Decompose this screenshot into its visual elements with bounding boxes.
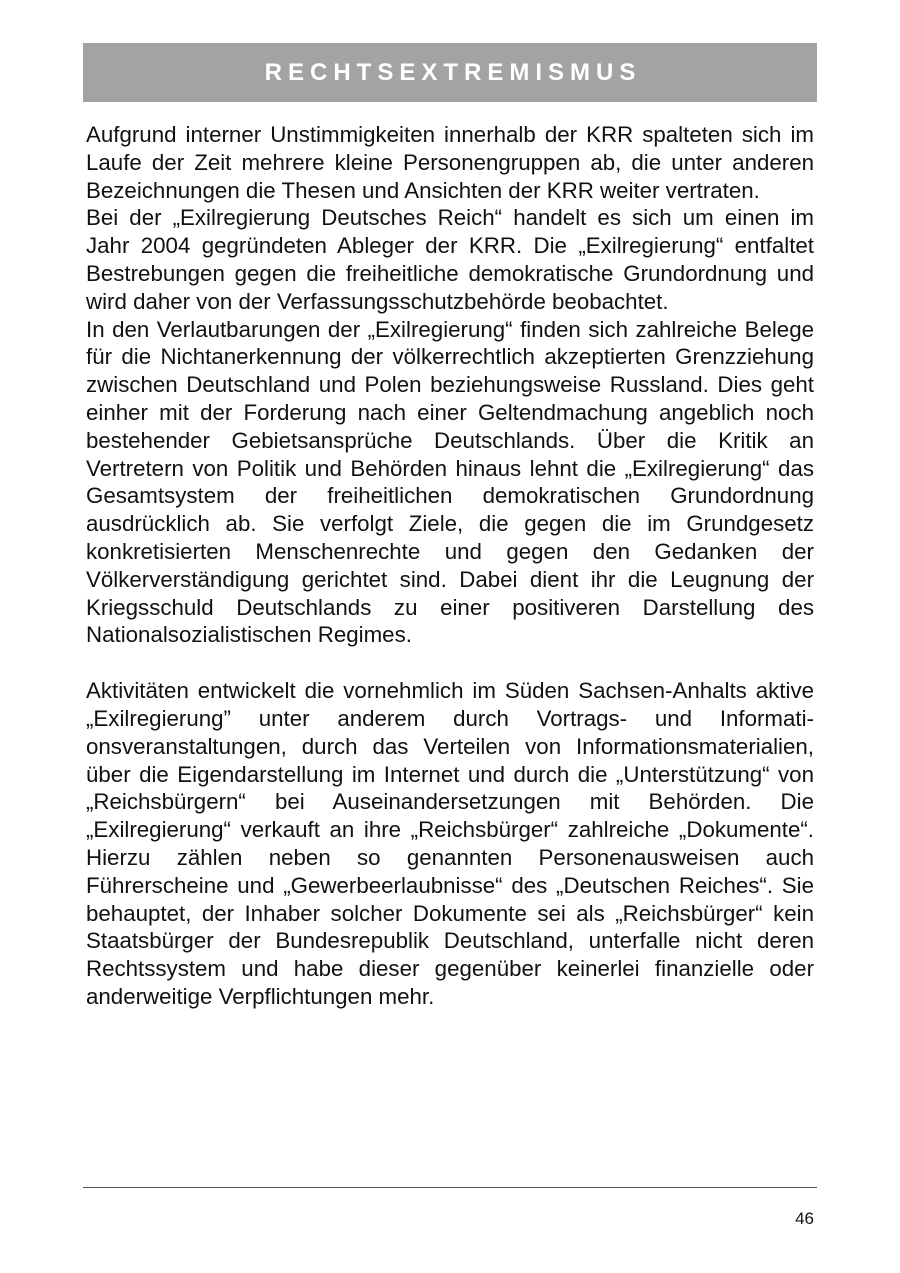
section-title: RECHTSEXTREMISMUS <box>264 58 642 86</box>
paragraph-4: Aktivitäten entwickelt die vornehmlich im Süden Sachsen-Anhalts aktive „Exilregierung” unter anderem durch Vortrags- und Informationsveranstaltungen, durch das Verteilen von Informationsmaterialien, über die Eigendarstellung im Internet und durch die „Unterstützung“ von „Reichsbürgern“ bei Auseinandersetzungen mit Behörden. Die „Exilregierung“ verkauft an ihre „Reichsbürger“ zahlreiche „Dokumente“. Hierzu zählen neben so genannten Personenausweisen auch Führerscheine und „Gewerbeerlaubnisse“ des „Deutschen Reiches“. Sie behauptet, der Inhaber solcher Dokumente sei als „Reichsbürger“ kein Staatsbürger der Bundesrepublik Deutschland, unterfalle nicht deren Rechtssystem und habe dieser gegenüber keinerlei finanzielle oder anderweitige Verpflichtungen mehr. <box>86 678 814 1009</box>
footer-divider <box>83 1187 817 1188</box>
paragraph-1: Aufgrund interner Unstimmigkeiten innerhalb der KRR spalteten sich im Laufe der Zeit mehrere kleine Personengruppen ab, die unter anderen Bezeichnungen die Thesen und Ansichten der KRR weiter vertraten. <box>86 122 814 203</box>
page-number: 46 <box>795 1209 814 1228</box>
section-header-bar <box>83 43 817 102</box>
body-text <box>86 121 814 1011</box>
paragraph-3: In den Verlautbarungen der „Exilregierung“ finden sich zahlreiche Belege für die Nichtanerkennung der völkerrechtlich akzeptierten Grenzziehung zwischen Deutschland und Polen beziehungsweise Russland. Dies geht einher mit der Forderung nach einer Geltendmachung angeblich noch bestehender Gebietsansprüche Deutschlands. Über die Kritik an Vertretern von Politik und Behörden hinaus lehnt die „Exilregierung“ das Gesamtsystem der freiheitlichen demokratischen Grundordnung ausdrücklich ab. Sie verfolgt Ziele, die gegen die im Grundgesetz konkretisierten Menschenrechte und gegen den Gedanken der Völkerverständigung gerichtet sind. Dabei dient ihr die Leugnung der Kriegsschuld Deutschlands zu einer positiveren Darstellung des Nationalsozialistischen Regimes. <box>86 316 814 648</box>
paragraph-2: Bei der „Exilregierung Deutsches Reich“ handelt es sich um einen im Jahr 2004 gegründeten Ableger der KRR. Die „Exilregierung“ entfaltet Bestrebungen gegen die freiheitliche demokratische Grundordnung und wird daher von der Verfassungsschutzbehörde beobachtet. <box>86 205 814 314</box>
